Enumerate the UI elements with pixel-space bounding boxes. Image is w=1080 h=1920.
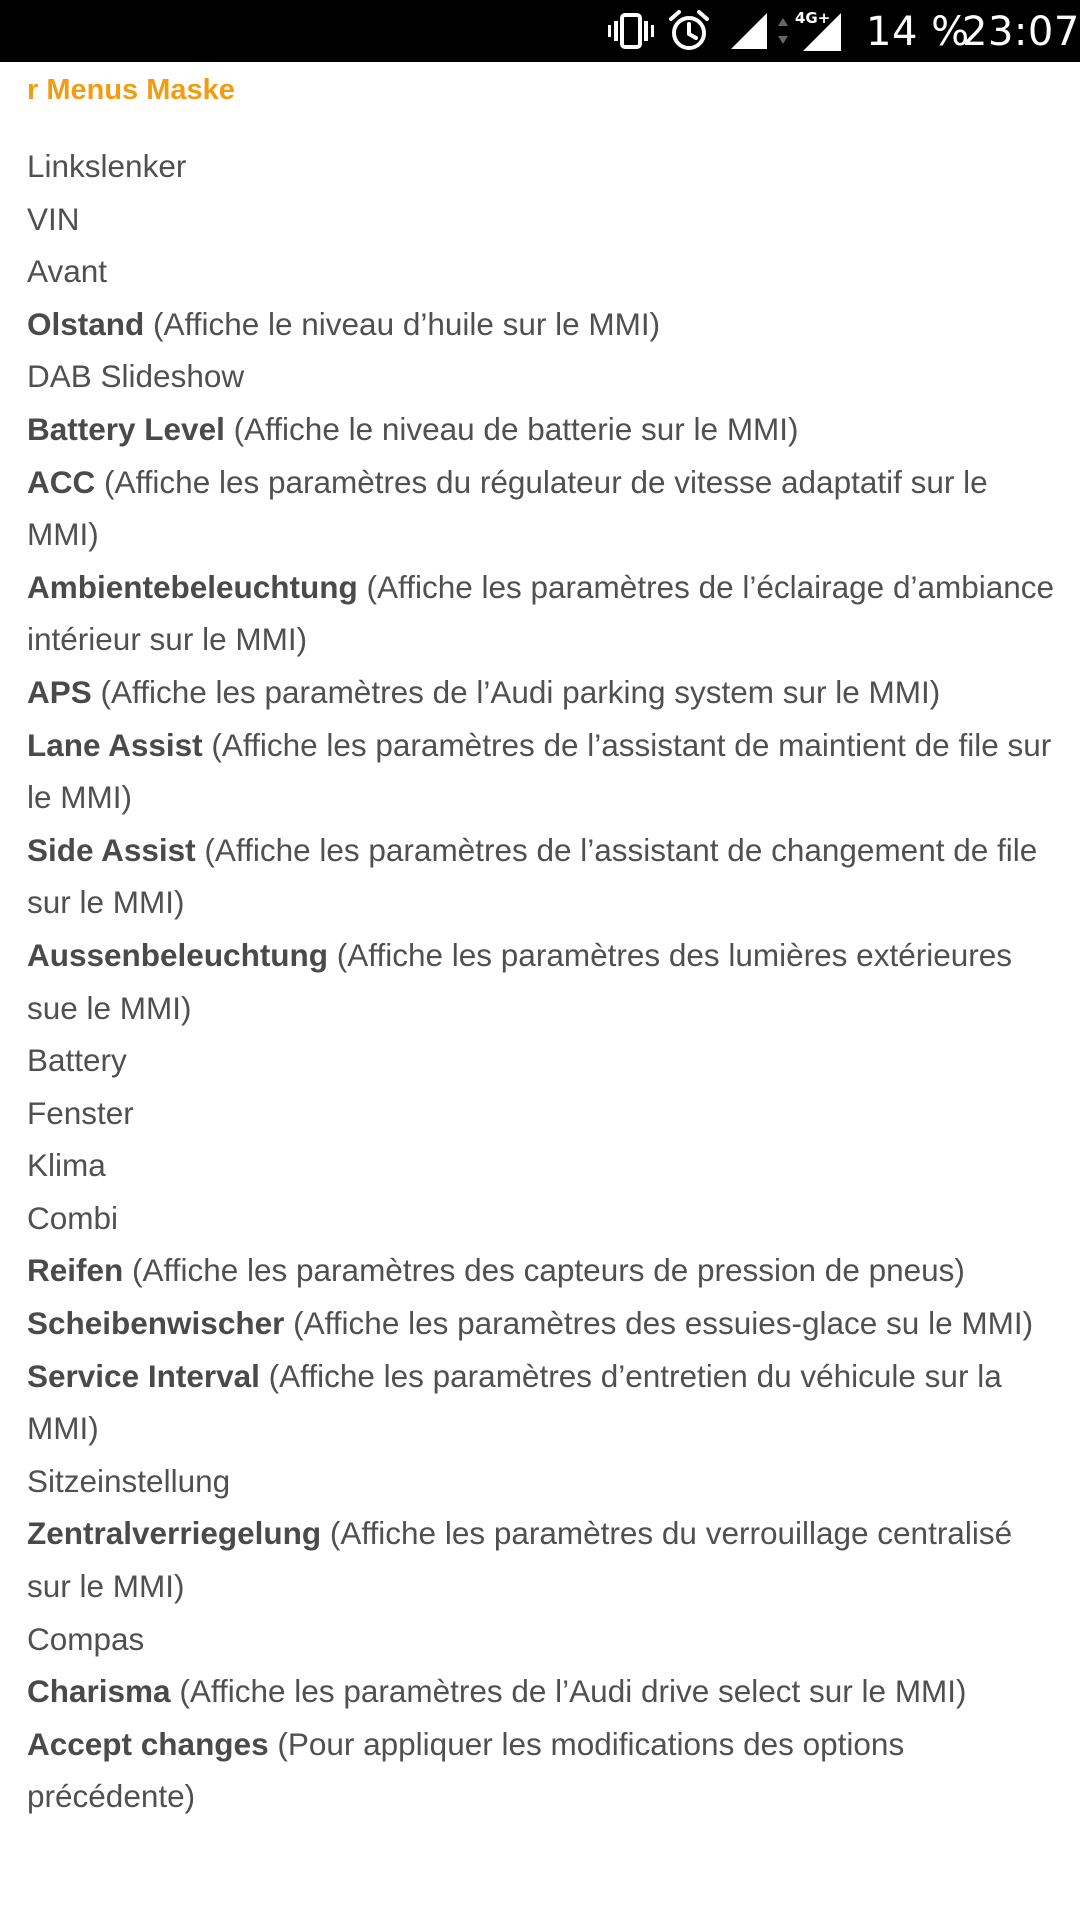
status-bar — [0, 0, 1080, 62]
menu-option-description: Compas — [27, 1620, 145, 1657]
list-item — [27, 1455, 1067, 1508]
list-item — [27, 1034, 1067, 1087]
alarm-icon — [664, 0, 714, 62]
menu-option-name: APS — [27, 673, 92, 710]
menu-option-description: (Affiche les paramètres des essuies-glace su le MMI) — [284, 1305, 1034, 1342]
menu-option-description: (Affiche les paramètres de l’éclairage d’ambiance intérieur sur le MMI) — [27, 568, 1055, 658]
menu-option-description: (Affiche les paramètres du verrouillage centralisé sur le MMI) — [27, 1515, 1013, 1605]
menu-option-description: Avant — [27, 253, 107, 290]
list-item — [27, 456, 1067, 561]
menu-option-description: (Affiche les paramètres de l’Audi parking system sur le MMI) — [91, 673, 941, 710]
list-item — [27, 824, 1067, 929]
menu-option-description: (Affiche les paramètres du régulateur de vitesse adaptatif sur le MMI) — [27, 463, 988, 553]
menu-option-name: Lane Assist — [27, 726, 203, 763]
menu-option-description: (Pour appliquer les modifications des options précédente) — [27, 1725, 905, 1815]
menu-option-description: VIN — [27, 200, 80, 237]
menu-option-name: Accept changes — [27, 1725, 269, 1762]
menu-option-description: (Affiche les paramètres de l’assistant de changement de file sur le MMI) — [27, 831, 1038, 921]
svg-text:4G+: 4G+ — [795, 9, 831, 27]
list-item — [27, 1718, 1067, 1823]
list-item — [27, 1665, 1067, 1718]
menu-option-description: (Affiche les paramètres des lumières extérieures sue le MMI) — [27, 936, 1013, 1026]
menu-option-description: (Affiche les paramètres des capteurs de pression de pneus) — [123, 1252, 965, 1289]
clock-time: 23:07 — [962, 9, 1080, 55]
list-item — [27, 245, 1067, 298]
list-item — [27, 1507, 1067, 1612]
signal-4g-icon — [793, 0, 845, 62]
list-item — [27, 1192, 1067, 1245]
menu-option-name: Zentralverriegelung — [27, 1515, 322, 1552]
list-item — [27, 298, 1067, 351]
menu-option-description: (Affiche le niveau de batterie sur le MMI) — [224, 410, 799, 447]
list-item — [27, 1297, 1067, 1350]
list-item — [27, 719, 1067, 824]
menu-option-name: Charisma — [27, 1673, 171, 1710]
data-arrows-icon — [776, 0, 790, 62]
menu-option-description: Sitzeinstellung — [27, 1462, 231, 1499]
menu-option-name: Aussenbeleuchtung — [27, 936, 329, 973]
menu-option-name: Reifen — [27, 1252, 124, 1289]
section-title: r Menus Maske — [27, 74, 235, 106]
menu-option-description: Fenster — [27, 1094, 134, 1131]
list-item — [27, 193, 1067, 246]
menu-option-description: (Affiche le niveau d’huile sur le MMI) — [144, 305, 661, 342]
menu-option-description: Klima — [27, 1147, 106, 1184]
menu-option-name: Battery Level — [27, 410, 225, 447]
menu-option-name: Side Assist — [27, 831, 196, 868]
menu-option-name: Ambientebeleuchtung — [27, 568, 358, 605]
list-item — [27, 666, 1067, 719]
menu-option-description: Battery — [27, 1042, 127, 1079]
menu-option-name: Scheibenwischer — [27, 1305, 285, 1342]
menu-option-description: (Affiche les paramètres d’entretien du véhicule sur la MMI) — [27, 1357, 1002, 1447]
list-item — [27, 1613, 1067, 1666]
menu-option-list — [27, 140, 1067, 1823]
menu-option-description: DAB Slideshow — [27, 358, 245, 395]
list-item — [27, 350, 1067, 403]
list-item — [27, 1350, 1067, 1455]
list-item — [27, 929, 1067, 1034]
menu-option-description: (Affiche les paramètres de l’assistant de maintient de file sur le MMI) — [27, 726, 1052, 816]
menu-option-description: Linkslenker — [27, 148, 187, 184]
menu-option-description: Combi — [27, 1199, 119, 1236]
menu-option-name: ACC — [27, 463, 96, 500]
menu-option-name: Olstand — [27, 305, 145, 342]
list-item — [27, 140, 1067, 193]
list-item — [27, 561, 1067, 666]
menu-option-name: Service Interval — [27, 1357, 260, 1394]
list-item — [27, 1087, 1067, 1140]
menu-option-description: (Affiche les paramètres de l’Audi drive select sur le MMI) — [170, 1673, 967, 1710]
vibrate-icon — [606, 0, 656, 62]
list-item — [27, 1139, 1067, 1192]
battery-percentage: 14 % — [866, 9, 970, 55]
page-content — [27, 62, 1067, 1823]
list-item — [27, 1244, 1067, 1297]
signal-icon — [727, 0, 771, 62]
list-item — [27, 403, 1067, 456]
